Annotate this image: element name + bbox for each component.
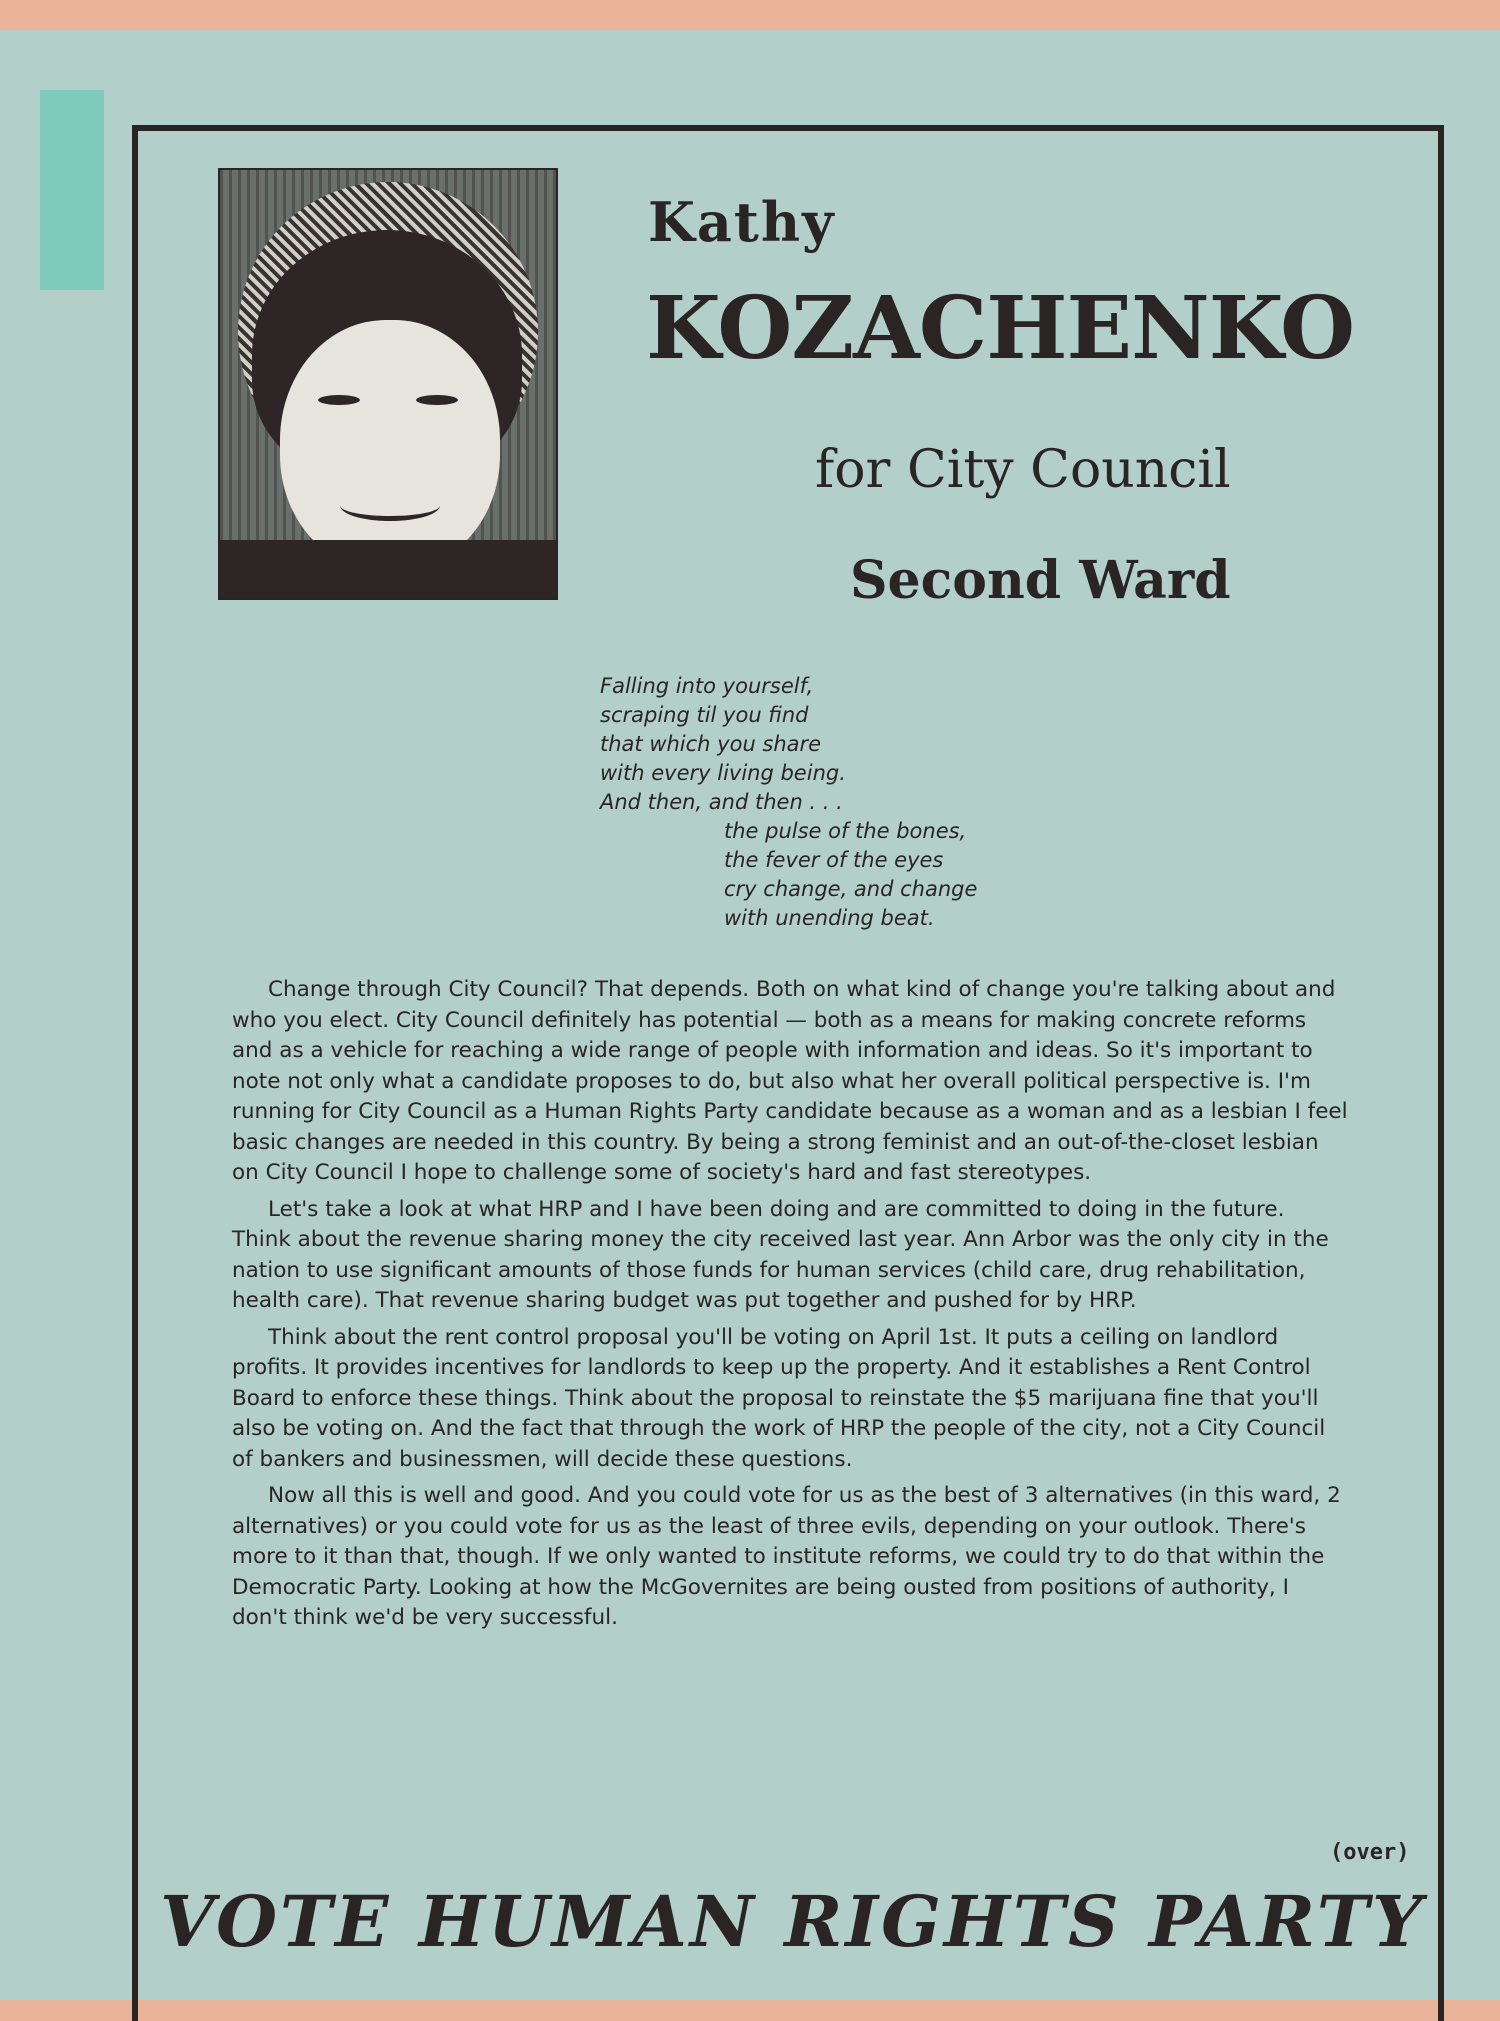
poem-line: the pulse of the bones, [724,819,967,843]
poem-line: cry change, and change [724,877,978,901]
body-paragraph: Change through City Council? That depends. Both on what kind of change you're talking about and who you elect. City Council definitely has potential — both as a means for making concrete reforms and as a vehicle for reaching a wide range of people with information and ideas. So it's important to note not only what a candidate proposes to do, but also what her overall political perspective is. I'm running for City Council as a Human Rights Party candidate because as a woman and as a lesbian I feel basic changes are needed in this country. By being a strong feminist and an out-of-the-closet lesbian on City Council I hope to challenge some of society's hard and fast stereotypes. [232,977,1348,1185]
body-text [232,975,1350,1640]
poem-line: Falling into yourself, [600,674,814,698]
body-paragraph: Now all this is well and good. And you could vote for us as the best of 3 alternatives (in this ward, 2 alternatives) or you could vote for us as the least of three evils, depending on your outlook. There's more to it than that, though. If we only wanted to institute reforms, we could try to do that within the Democratic Party. Looking at how the McGovernites are being ousted from positions of authority, I don't think we'd be very successful. [232,1483,1341,1630]
candidate-photo [218,168,558,600]
poem [600,672,1120,933]
candidate-first-name: Kathy [648,190,836,254]
poem-line: the fever of the eyes [724,848,944,872]
poem-line: that which you share [600,732,822,756]
poem-line: with unending beat. [724,906,935,930]
candidate-last-name: KOZACHENKO [646,278,1355,379]
paper-tab-edge [40,90,104,290]
body-paragraph: Think about the rent control proposal you'll be voting on April 1st. It puts a ceiling on landlord profits. It provides incentives for landlords to keep up the property. And it establishes a Rent Control Board to enforce these things. Think about the proposal to reinstate the $5 marijuana fine that you'll also be voting on. And the fact that through the work of HRP the people of the city, not a City Council of bankers and businessmen, will decide these questions. [232,1324,1326,1472]
footer-slogan: VOTE HUMAN RIGHTS PARTY [160,1880,1425,1963]
poem-line: scraping til you find [600,703,809,727]
poem-line: with every living being. [600,761,846,785]
body-paragraph: Let's take a look at what HRP and I have been doing and are committed to doing in the future. Think about the revenue sharing money the city received last year. Ann Arbor was the only city in the nation to use significant amounts of those funds for human services (child care, drug rehabilitation, health care). That revenue sharing budget was put together and pushed for by HRP. [232,1196,1329,1313]
office-title: for City Council [815,440,1231,500]
over-label: (over) [1330,1840,1410,1865]
ward-title: Second Ward [850,550,1231,611]
poem-line: And then, and then . . . [600,790,843,814]
